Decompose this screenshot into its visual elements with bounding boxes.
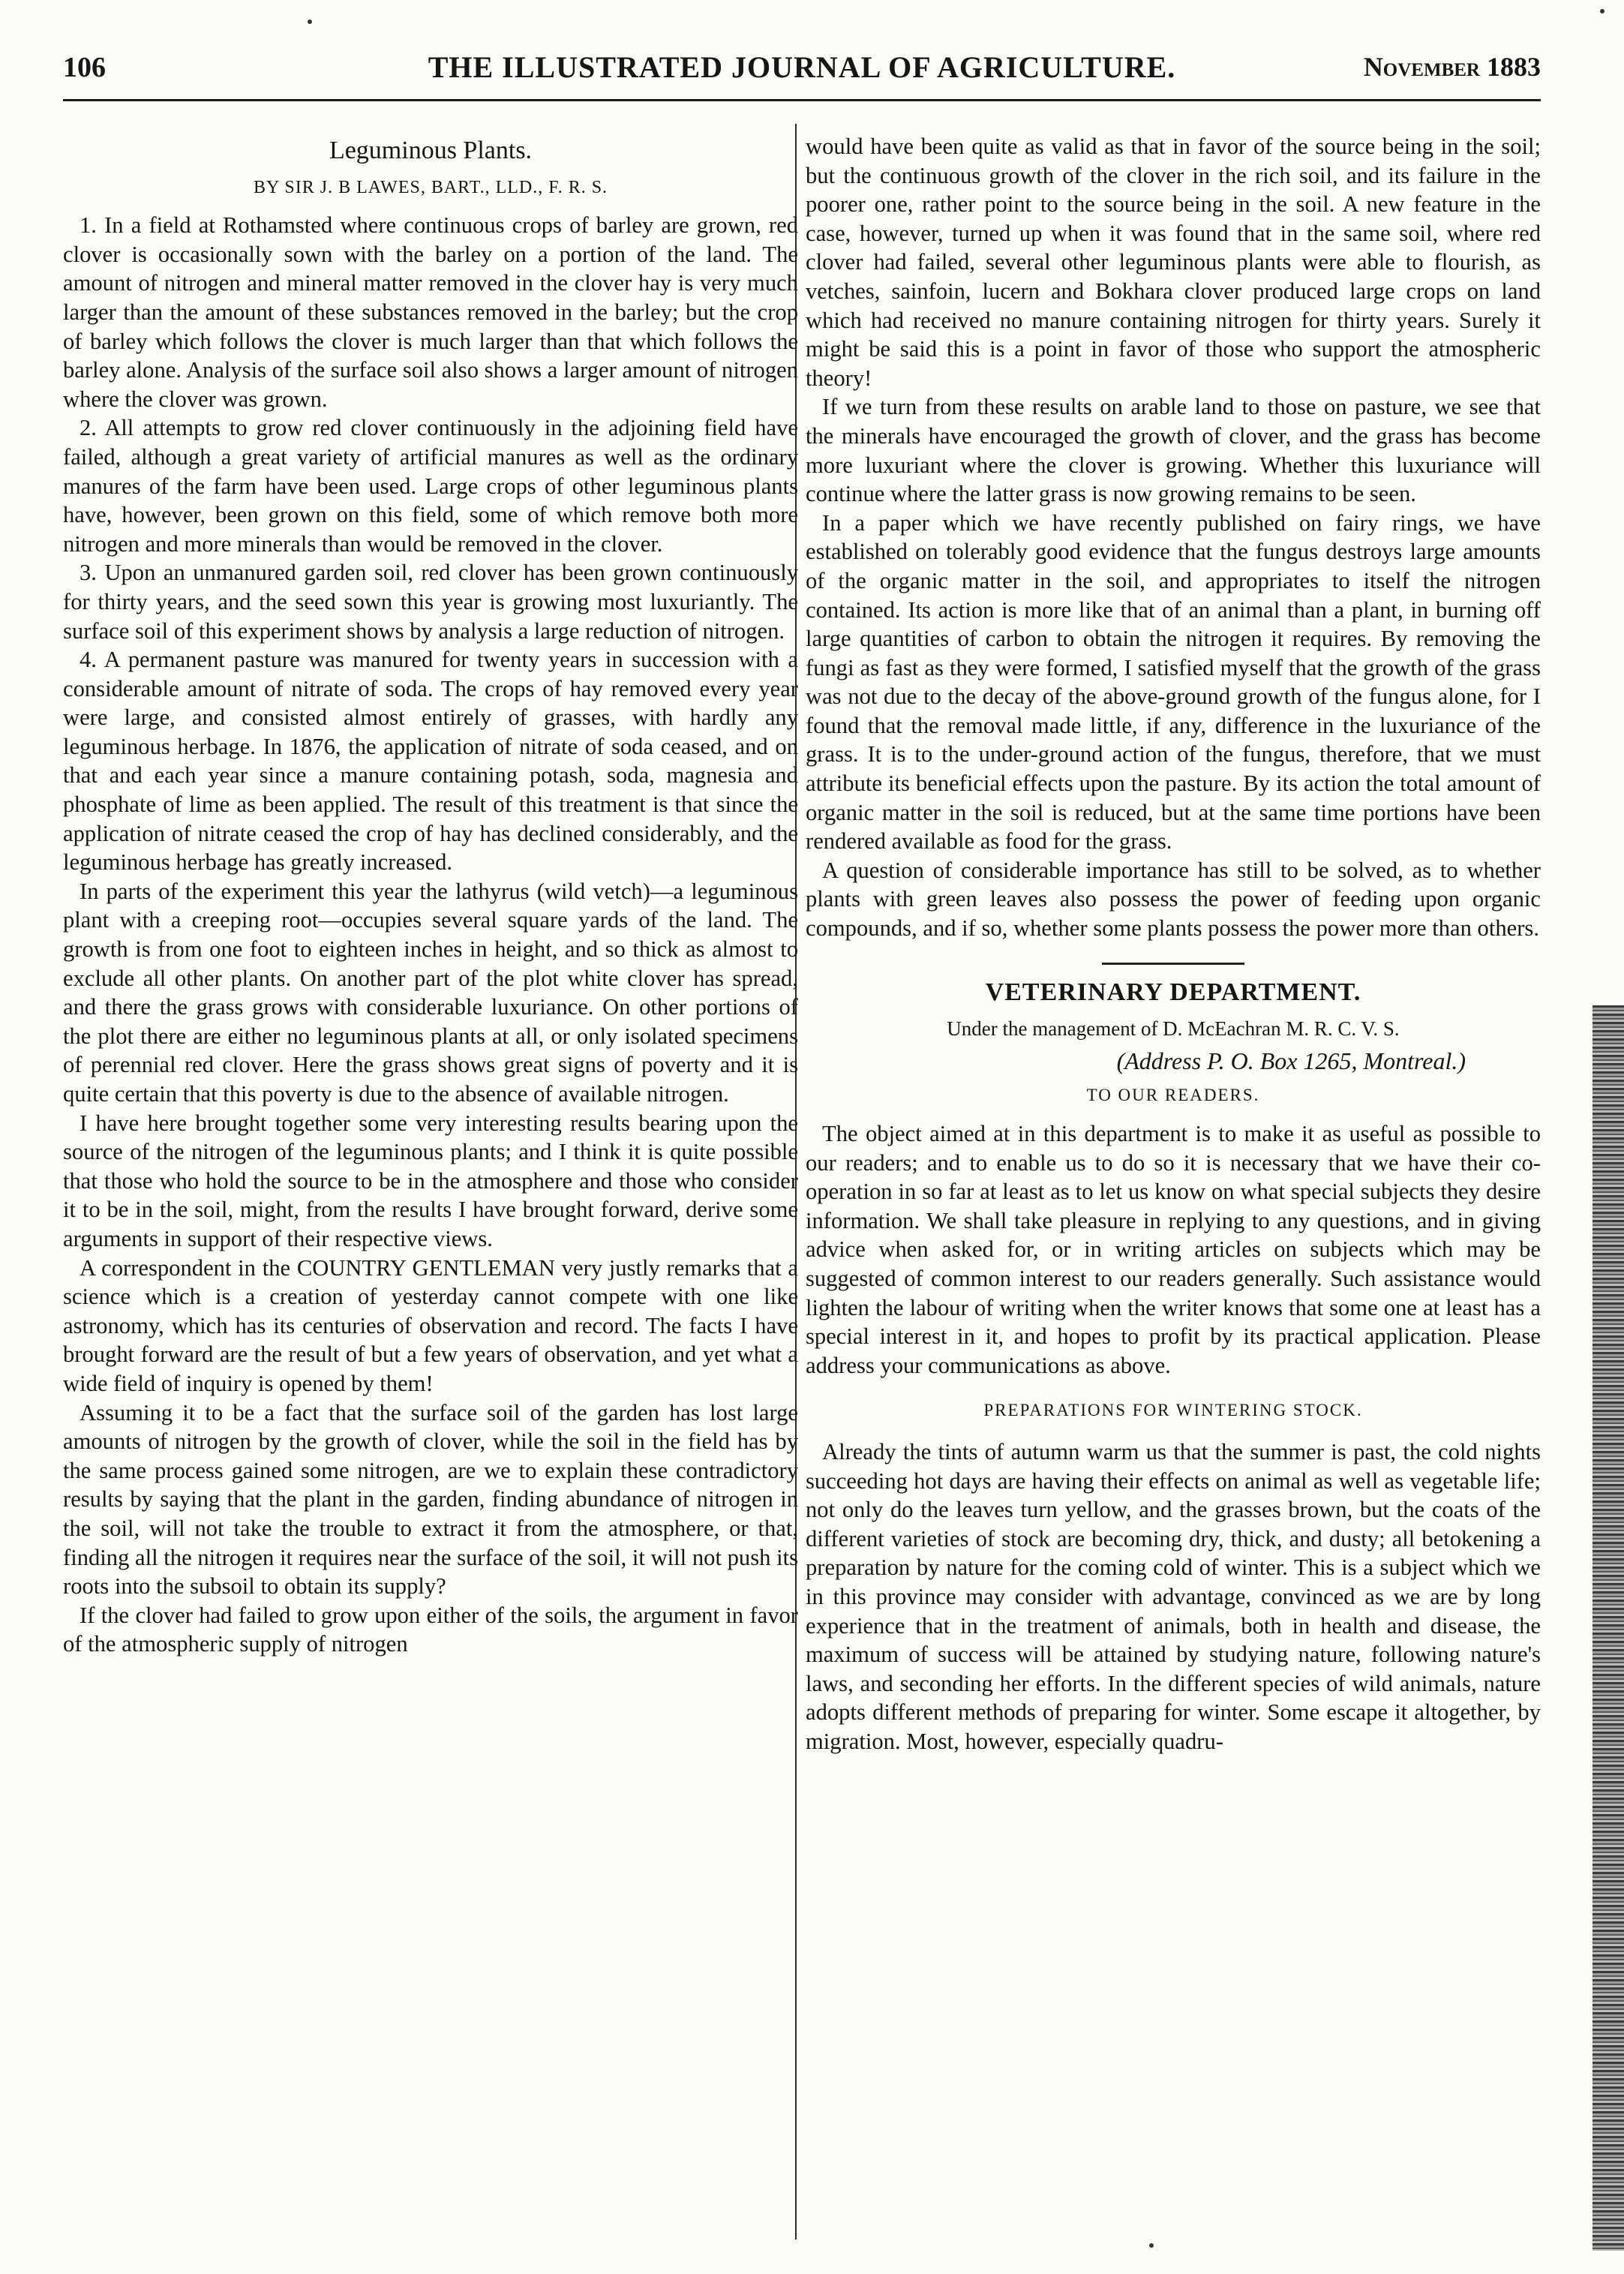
article-paragraph: 1. In a field at Rothamsted where continuous crops of barley are grown, red clover is occasionally sown with the barley on a portion of the land. The amount of nitrogen and mineral matter removed in the clover hay is very much larger than the amount of these substances removed in the barley; but the crop of barley which follows the clover is much larger than that which follows the barley alone. Analysis of the surface soil also shows a larger amount of nitrogen where the clover was grown.	[63, 212, 798, 412]
scan-edge-strip	[1592, 1005, 1624, 2251]
page-header	[63, 47, 1541, 101]
article-paragraph: 2. All attempts to grow red clover continuously in the adjoining field have failed, although a great variety of artificial manures as well as the ordinary manures of the farm have been used. Large crops of other leguminous plants have, however, been grown on this field, some of which remove both more nitrogen and more minerals than would be removed in the clover.	[63, 415, 798, 557]
wintering-heading: PREPARATIONS FOR WINTERING STOCK.	[983, 1401, 1363, 1420]
wintering-paragraph: Already the tints of autumn warm us that the summer is past, the cold nights succeeding hot days are having their effects on animal as well as vegetable life; not only do the leaves turn yellow, and the grasses brown, but the coats of the different varieties of stock are becoming dry, thick, and dusty; all betokening a preparation by nature for the coming cold of winter. This is a subject which we in this province may consider with advantage, convinced as we are by long experience that in the treatment of animals, both in health and disease, the maximum of success will be attained by studying nature, following nature's laws, and seconding her efforts. In the different species of wild animals, nature adopts different methods of preparing for winter. Some escape it altogether, by migration. Most, however, especially quadru-	[806, 1438, 1541, 1754]
left-column	[63, 132, 798, 1659]
right-column	[806, 132, 1541, 1756]
section-rule	[1102, 963, 1244, 965]
management-line: Under the management of D. McEachran M. R. C. V. S.	[947, 1017, 1400, 1041]
article-title: Leguminous Plants.	[329, 137, 533, 164]
article-paragraph: 3. Upon an unmanured garden soil, red clover has been grown continuously for thirty years, and the seed sown this year is growing most luxuriantly. The surface soil of this experiment shows by analysis a large reduction of nitrogen.	[63, 560, 798, 644]
article-byline: BY SIR J. B LAWES, BART., LLD., F. R. S.	[253, 177, 608, 197]
article-paragraph: A correspondent in the COUNTRY GENTLEMAN very justly remarks that a science which is a creation of yesterday cannot compete with one like astronomy, which has its centuries of observation and record. The facts I have brought forward are the result of but a few years of observation, and yet what a wide field of inquiry is opened by them!	[63, 1254, 798, 1396]
article-paragraph: I have here brought together some very interesting results bearing upon the source of the nitrogen of the leguminous plants; and I think it is quite possible that those who hold the source to be in the atmosphere and those who consider it to be in the soil, might, from the results I have brought forward, derive some arguments in support of their respective views.	[63, 1110, 798, 1251]
article-paragraph: In a paper which we have recently published on fairy rings, we have established on tolerably good evidence that the fungus destroys large amounts of the organic matter in the soil, and appropriates to itself the nitrogen contained. Its action is more like that of an animal than a plant, in burning off large quantities of carbon to obtain the nitrogen it requires. By removing the fungi as fast as they were formed, I satisfied myself that the growth of the grass was not due to the decay of the above-ground growth of the fungus alone, for I found that the removal made little, if any, difference in the luxuriance of the grass. It is to the under-ground action of the fungus, therefore, that we must attribute its beneficial effects upon the pasture. By its action the total amount of organic matter in the soil is reduced, but at the same time portions have been rendered available as food for the grass.	[806, 509, 1541, 855]
article-paragraph: If the clover had failed to grow upon either of the soils, the argument in favor of the atmospheric supply of nitrogen	[63, 1602, 798, 1657]
veterinary-section-title: VETERINARY DEPARTMENT.	[985, 978, 1361, 1006]
article-paragraph: 4. A permanent pasture was manured for twenty years in succession with a considerable amount of nitrate of soda. The crops of hay removed every year were large, and consisted almost entirely of grasses, with hardly any leguminous herbage. In 1876, the application of nitrate of soda ceased, and on that and each year since a manure containing potash, soda, magnesia and phosphate of lime as been applied. The result of this treatment is that since the application of nitrate ceased the crop of hay has declined considerably, and the leguminous herbage has greatly increased.	[63, 647, 798, 876]
issue-date: November 1883	[1363, 52, 1541, 82]
journal-title: THE ILLUSTRATED JOURNAL OF AGRICULTURE.	[428, 50, 1176, 84]
article-paragraph: If we turn from these results on arable land to those on pasture, we see that the minerals have encouraged the growth of clover, and the grass has become more luxuriant where the clover is growing. Whether this luxuriance will continue where the latter grass is now growing remains to be seen.	[806, 394, 1541, 507]
page-number: 106	[63, 52, 106, 83]
article-paragraph: In parts of the experiment this year the lathyrus (wild vetch)—a leguminous plant with a creeping root—occupies several square yards of the land. The growth is from one foot to eighteen inches in height, and so thick as almost to exclude all other plants. On another part of the plot white clover has spread, and there the grass grows with considerable luxuriance. On other portions of the plot there are either no leguminous plants at all, or only isolated specimens of perennial red clover. Here the grass shows great signs of poverty and it is quite certain that this poverty is due to the absence of available nitrogen.	[63, 878, 798, 1107]
scan-speck	[308, 20, 312, 24]
article-paragraph: A question of considerable importance has still to be solved, as to whether plants with green leaves also possess the power of feeding upon organic compounds, and if so, whether some plants possess the power more than others.	[806, 857, 1541, 942]
scan-speck	[1149, 2243, 1154, 2248]
to-readers-paragraph: The object aimed at in this department is to make it as useful as possible to our readers; and to enable us to do so it is necessary that we have their co-operation in so far at least as to let us know on what special subjects they desire information. We shall take pleasure in replying to any questions, and in giving advice when asked for, or in writing articles on subjects which may be suggested of common interest to our readers generally. Such assistance would lighten the labour of writing when the writer knows that some one at least has a special interest in it, and hopes to profit by its practical application. Please address your communications as above.	[806, 1121, 1541, 1378]
scan-speck	[1600, 9, 1604, 14]
article-paragraph-continued: would have been quite as valid as that in favor of the source being in the soil; but the continuous growth of the clover in the rich soil, and its failure in the poorer one, rather point to the source being in the soil. A new feature in the case, however, turned up when it was found that in the same soil, where red clover had failed, several other leguminous plants were able to flourish, as vetches, sainfoin, lucern and Bokhara clover produced large crops on land which had received no manure containing nitrogen for thirty years. Surely it might be said this is a point in favor of those who support the atmospheric theory!	[806, 134, 1541, 391]
to-readers-heading: TO OUR READERS.	[1086, 1086, 1260, 1105]
article-paragraph: Assuming it to be a fact that the surface soil of the garden has lost large amounts of nitrogen by the growth of clover, while the soil in the field has by the same process gained some nitrogen, are we to explain these contradictory results by saying that the plant in the garden, finding abundance of nitrogen in the soil, will not take the trouble to extract it from the atmosphere, or that, finding all the nitrogen it requires near the surface of the soil, it will not push its roots into the subsoil to obtain its supply?	[63, 1399, 798, 1600]
address-line: (Address P. O. Box 1265, Montreal.)	[1116, 1047, 1466, 1074]
